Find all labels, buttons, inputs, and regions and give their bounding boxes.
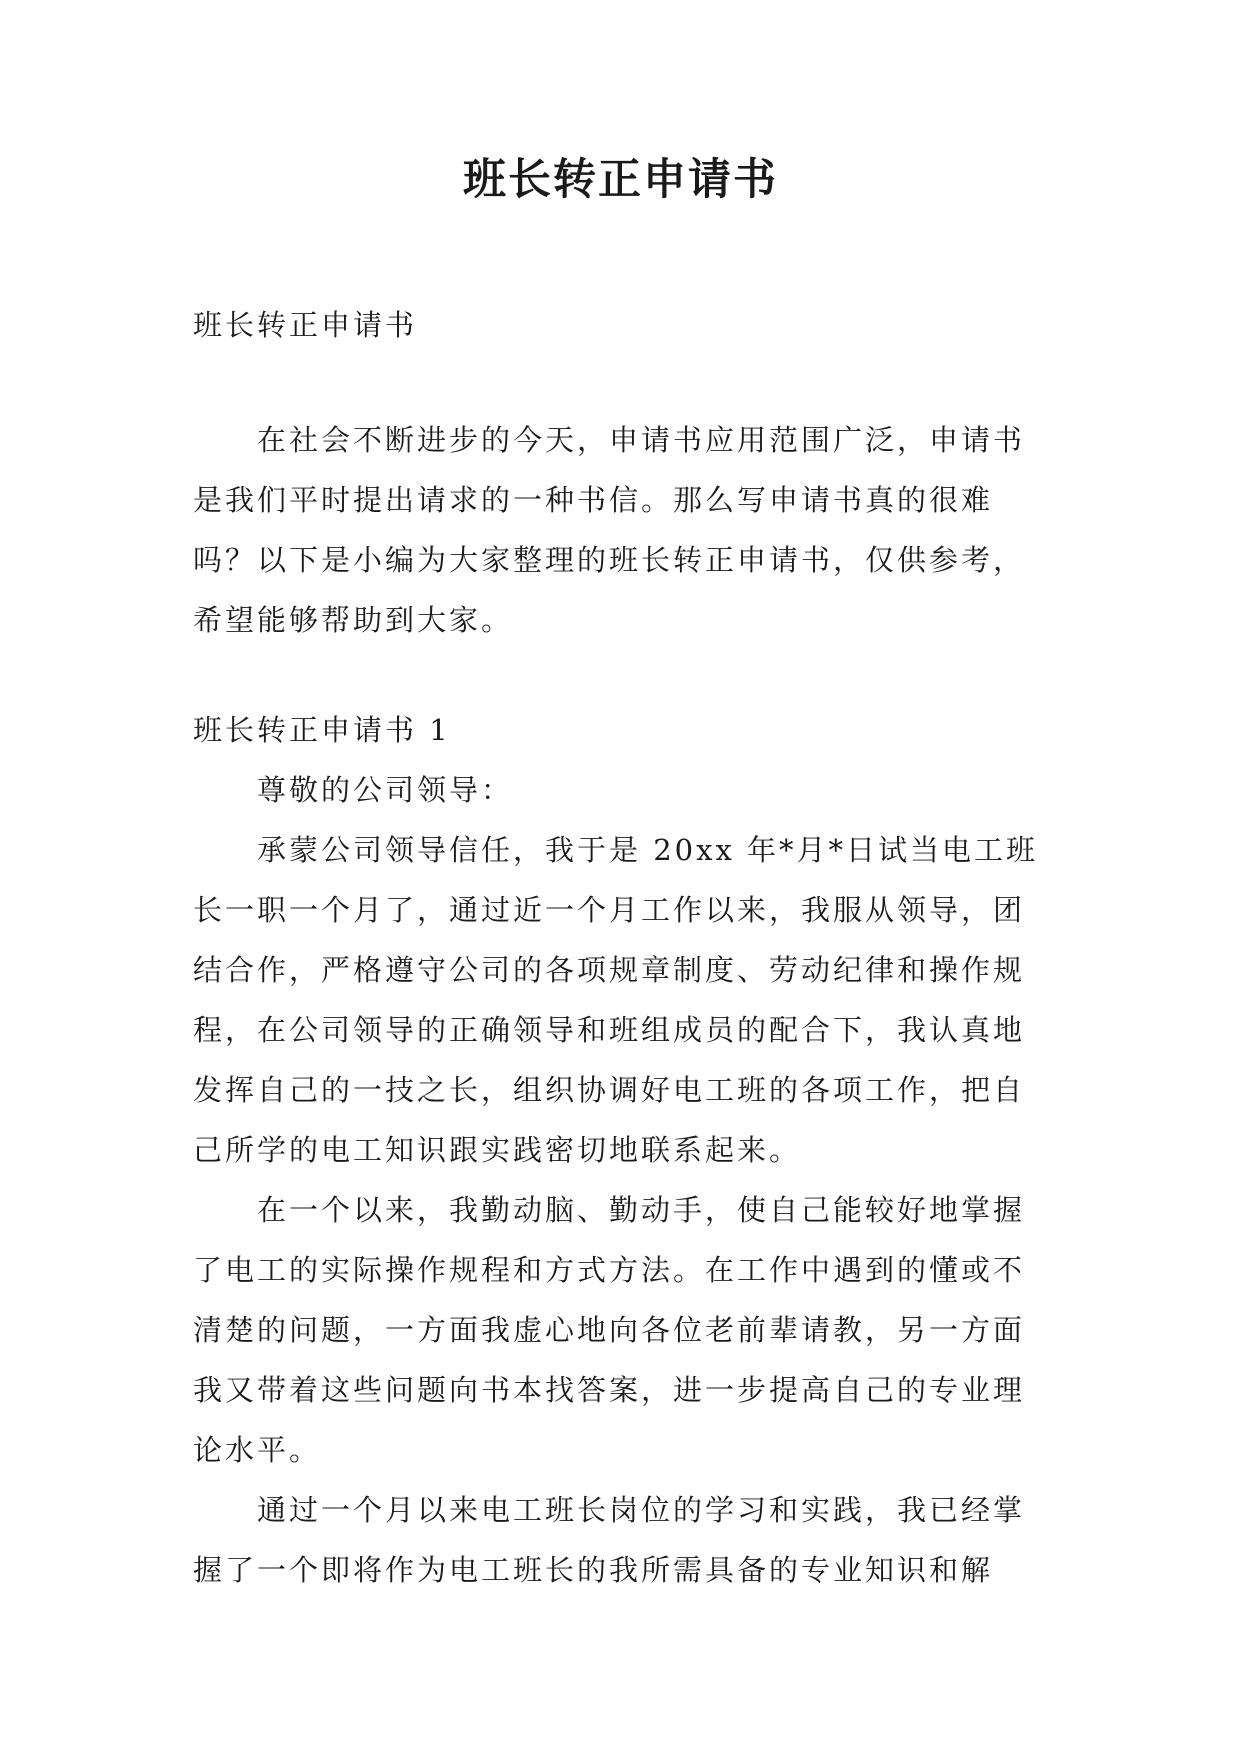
document-body [193,295,1063,1600]
paragraph-line: 了电工的实际操作规程和方式方法。在工作中遇到的懂或不 [193,1253,1026,1287]
salutation: 尊敬的公司领导： [257,773,514,807]
intro-line: 是我们平时提出请求的一种书信。那么写申请书真的很难 [193,483,994,517]
body-paragraph-1 [193,820,1063,1180]
paragraph-line: 己所学的电工知识跟实践密切地联系起来。 [193,1133,802,1167]
paragraph-line: 长一职一个月了，通过近一个月工作以来，我服从领导，团 [193,893,1026,927]
document-title: 班长转正申请书 [463,155,778,205]
body-paragraph-2 [193,1180,1063,1480]
intro-line: 希望能够帮助到大家。 [193,603,514,637]
section-heading: 班长转正申请书 1 [193,713,451,747]
intro-line: 吗？以下是小编为大家整理的班长转正申请书，仅供参考， [193,543,1026,577]
intro-line: 在社会不断进步的今天，申请书应用范围广泛，申请书 [257,423,1026,457]
paragraph-line: 程，在公司领导的正确领导和班组成员的配合下，我认真地 [193,1013,1026,1047]
paragraph-line: 清楚的问题，一方面我虚心地向各位老前辈请教，另一方面 [193,1313,1026,1347]
body-paragraph-3 [193,1480,1063,1600]
paragraph-line: 通过一个月以来电工班长岗位的学习和实践，我已经掌 [257,1493,1026,1527]
paragraph-line: 承蒙公司领导信任，我于是 20xx 年*月*日试当电工班 [257,833,1039,867]
document-subtitle: 班长转正申请书 [193,308,418,342]
paragraph-line: 在一个以来，我勤动脑、勤动手，使自己能较好地掌握 [257,1193,1026,1227]
paragraph-line: 结合作，严格遵守公司的各项规章制度、劳动纪律和操作规 [193,953,1026,987]
paragraph-line: 论水平。 [193,1433,322,1467]
paragraph-line: 握了一个即将作为电工班长的我所需具备的专业知识和解 [193,1553,994,1587]
paragraph-line: 发挥自己的一技之长，组织协调好电工班的各项工作，把自 [193,1073,1026,1107]
spacer [193,650,1063,700]
intro-paragraph [193,410,1063,650]
paragraph-line: 我又带着这些问题向书本找答案，进一步提高自己的专业理 [193,1373,1026,1407]
spacer [193,355,1063,410]
